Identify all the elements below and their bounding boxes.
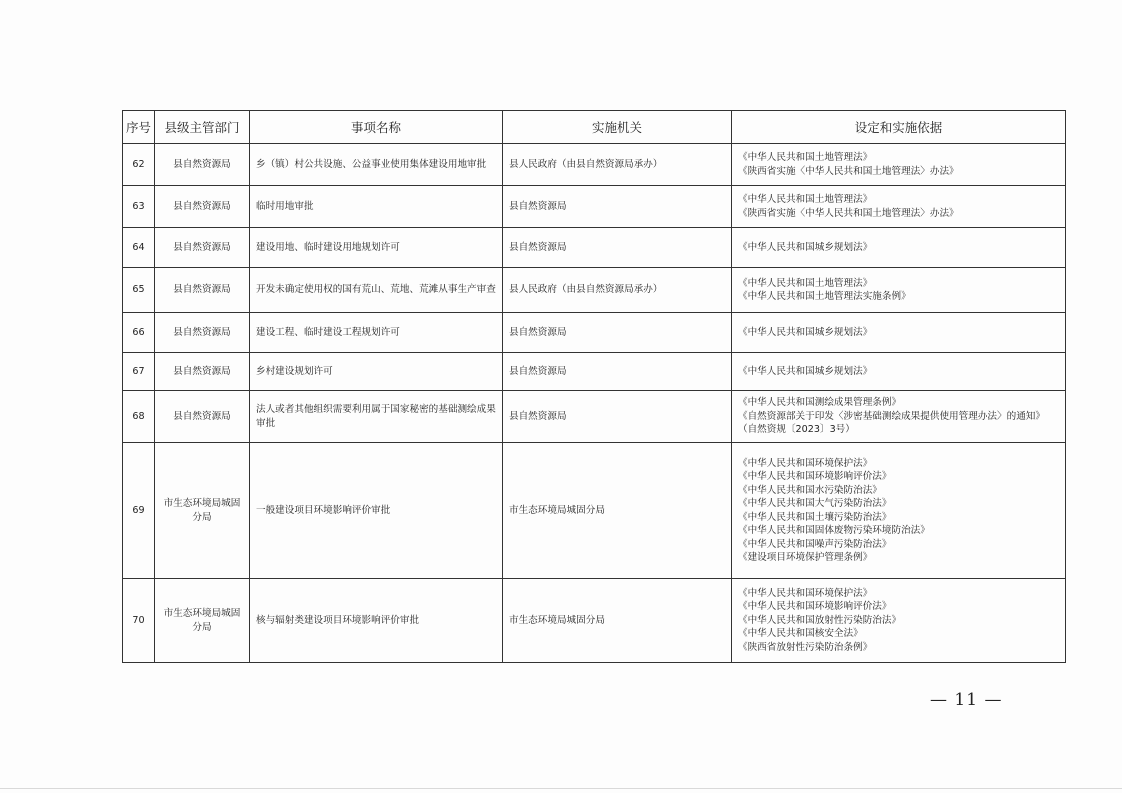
header-basis: 设定和实施依据	[732, 111, 1066, 144]
item-name-cell: 核与辐射类建设项目环境影响评价审批	[250, 579, 503, 663]
basis-cell	[732, 391, 1066, 443]
table-row	[123, 144, 1066, 186]
approval-items-table	[122, 110, 1066, 663]
basis-law: 《中华人民共和国土地管理法》	[738, 194, 873, 205]
basis-cell	[732, 313, 1066, 353]
page-number: — 11 —	[930, 690, 1003, 710]
item-name-cell: 建设工程、临时建设工程规划许可	[250, 313, 503, 353]
table-row	[123, 391, 1066, 443]
serial-cell: 63	[123, 186, 155, 228]
basis-law: 《中华人民共和国测绘成果管理条例》	[738, 397, 902, 409]
serial-cell: 70	[123, 579, 155, 663]
department-cell: 县自然资源局	[155, 268, 250, 313]
department-cell: 县自然资源局	[155, 313, 250, 353]
basis-law: 《中华人民共和国土地管理法》	[738, 277, 873, 289]
table-row	[123, 268, 1066, 313]
serial-cell: 65	[123, 268, 155, 313]
header-serial: 序号	[123, 111, 155, 144]
basis-cell	[732, 443, 1066, 579]
agency-cell: 县自然资源局	[503, 228, 732, 268]
department-cell: 县自然资源局	[155, 186, 250, 228]
serial-cell: 64	[123, 228, 155, 268]
item-name-cell: 建设用地、临时建设用地规划许可	[250, 228, 503, 268]
table-row	[123, 353, 1066, 391]
basis-law: 《中华人民共和国环境影响评价法》	[738, 601, 892, 613]
agency-cell: 县自然资源局	[503, 313, 732, 353]
basis-law: 《中华人民共和国土地管理法》	[738, 152, 873, 163]
serial-cell: 66	[123, 313, 155, 353]
agency-cell: 县人民政府（由县自然资源局承办）	[503, 268, 732, 313]
basis-law: 《中华人民共和国核安全法》	[738, 628, 863, 640]
basis-cell	[732, 144, 1066, 186]
basis-law: 《自然资源部关于印发〈涉密基础测绘成果提供使用管理办法〉的通知》（自然资规〔2023〕3号）	[738, 410, 1045, 436]
agency-cell: 县人民政府（由县自然资源局承办）	[503, 144, 732, 186]
serial-cell: 69	[123, 443, 155, 579]
table-row	[123, 186, 1066, 228]
table-row	[123, 313, 1066, 353]
table-row	[123, 579, 1066, 663]
header-item-name: 事项名称	[250, 111, 503, 144]
basis-cell	[732, 353, 1066, 391]
basis-law: 《中华人民共和国土地管理法实施条例》	[738, 291, 911, 302]
department-cell: 市生态环境局城固分局	[155, 443, 250, 579]
serial-cell: 67	[123, 353, 155, 391]
header-department: 县级主管部门	[155, 111, 250, 144]
basis-cell	[732, 186, 1066, 228]
basis-law: 《中华人民共和国大气污染防治法》	[738, 498, 892, 509]
basis-law: 《中华人民共和国环境保护法》	[738, 457, 873, 469]
basis-law: 《陕西省实施〈中华人民共和国土地管理法〉办法》	[738, 165, 959, 177]
serial-cell: 62	[123, 144, 155, 186]
item-name-cell: 乡（镇）村公共设施、公益事业使用集体建设用地审批	[250, 144, 503, 186]
basis-law: 《中华人民共和国环境保护法》	[738, 587, 873, 599]
basis-law: 《中华人民共和国环境影响评价法》	[738, 471, 892, 482]
item-name-cell: 法人或者其他组织需要利用属于国家秘密的基础测绘成果审批	[250, 391, 503, 443]
agency-cell: 县自然资源局	[503, 186, 732, 228]
basis-law: 《中华人民共和国城乡规划法》	[738, 241, 873, 253]
item-name-cell: 临时用地审批	[250, 186, 503, 228]
department-cell: 县自然资源局	[155, 144, 250, 186]
basis-law: 《中华人民共和国固体废物污染环境防治法》	[738, 525, 930, 536]
basis-law: 《中华人民共和国土壤污染防治法》	[738, 511, 892, 523]
table-row	[123, 228, 1066, 268]
table-row	[123, 443, 1066, 579]
agency-cell: 县自然资源局	[503, 353, 732, 391]
department-cell: 市生态环境局城固分局	[155, 579, 250, 663]
department-cell: 县自然资源局	[155, 391, 250, 443]
page-bottom-edge	[0, 788, 1122, 789]
basis-law: 《建设项目环境保护管理条例》	[738, 552, 873, 563]
basis-law: 《陕西省实施〈中华人民共和国土地管理法〉办法》	[738, 207, 959, 219]
department-cell: 县自然资源局	[155, 228, 250, 268]
basis-cell	[732, 579, 1066, 663]
basis-law: 《中华人民共和国放射性污染防治法》	[738, 614, 902, 626]
item-name-cell: 开发未确定使用权的国有荒山、荒地、荒滩从事生产审查	[250, 268, 503, 313]
basis-law: 《中华人民共和国城乡规划法》	[738, 365, 873, 377]
header-agency: 实施机关	[503, 111, 732, 144]
serial-cell: 68	[123, 391, 155, 443]
table-header-row	[123, 111, 1066, 144]
basis-law: 《中华人民共和国噪声污染防治法》	[738, 538, 892, 550]
basis-cell	[732, 228, 1066, 268]
item-name-cell: 乡村建设规划许可	[250, 353, 503, 391]
basis-law: 《中华人民共和国水污染防治法》	[738, 484, 882, 496]
agency-cell: 市生态环境局城固分局	[503, 443, 732, 579]
agency-cell: 县自然资源局	[503, 391, 732, 443]
basis-law: 《中华人民共和国城乡规划法》	[738, 326, 873, 338]
agency-cell: 市生态环境局城固分局	[503, 579, 732, 663]
item-name-cell: 一般建设项目环境影响评价审批	[250, 443, 503, 579]
basis-law: 《陕西省放射性污染防治条例》	[738, 641, 873, 653]
department-cell: 县自然资源局	[155, 353, 250, 391]
basis-cell	[732, 268, 1066, 313]
table-body	[123, 144, 1066, 663]
